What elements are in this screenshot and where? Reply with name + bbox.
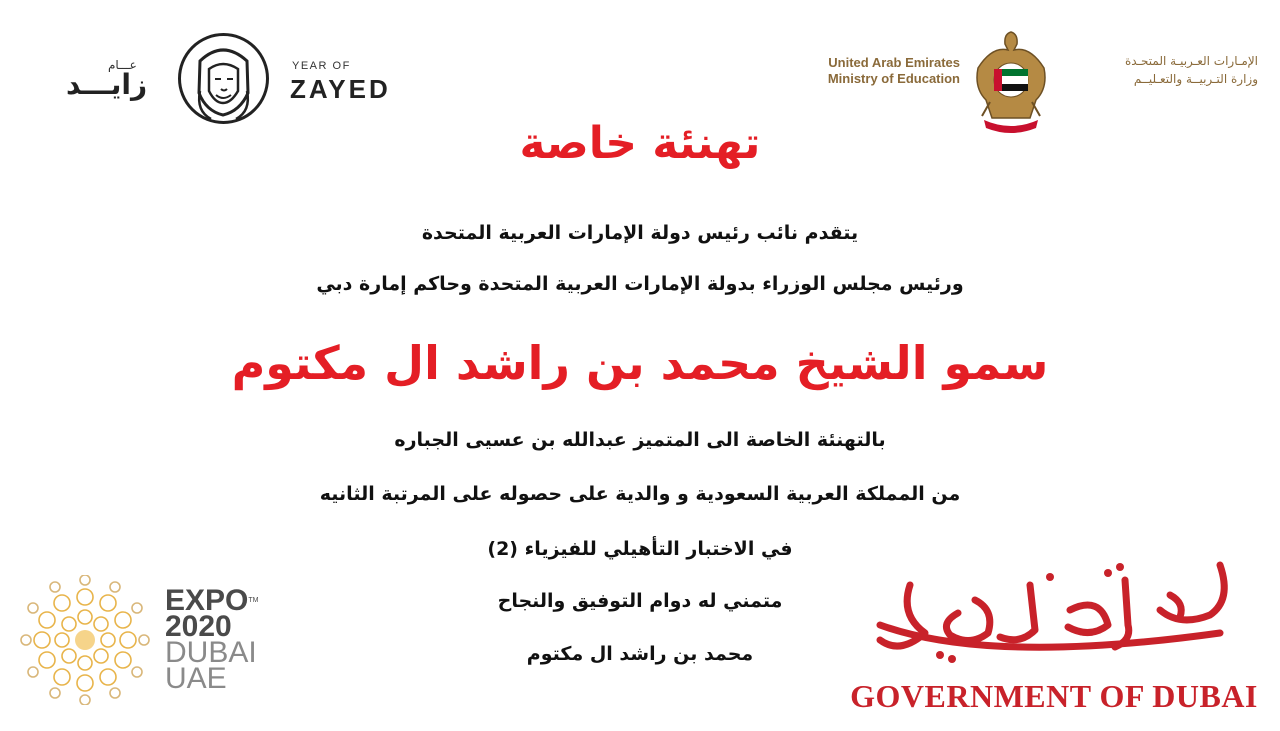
ministry-ar-line1: الإمـارات العـربيـة المتحـدة	[1124, 54, 1258, 68]
letter-line-1: يتقدم نائب رئيس دولة الإمارات العربية المتحدة	[421, 222, 859, 244]
expo-line-2: 2020	[165, 610, 232, 643]
year-of-zayed-arabic: زايـــد	[66, 68, 148, 101]
expo-2020-ring-logo	[20, 575, 150, 705]
letter-signature: محمد بن راشد ال مكتوم	[526, 643, 754, 665]
ministry-name-english	[790, 55, 960, 87]
ministry-ar-line2: وزارة التـربيــة والتعـليــم	[1133, 72, 1258, 86]
letter-line-4: من المملكة العربية السعودية و والدية على حصوله على المرتبة الثانيه	[319, 483, 961, 505]
letter-line-3: بالتهنئة الخاصة الى المتميز عبدالله بن عسيى الجباره	[394, 429, 886, 451]
expo-line-4: UAE	[165, 662, 227, 695]
year-of-zayed-english-small: YEAR OF	[292, 60, 351, 72]
letter-title: تهنئة خاصة	[519, 118, 761, 169]
government-of-dubai-arabic-calligraphy	[870, 555, 1240, 670]
sheikh-name-heading: سمو الشيخ محمد بن راشد ال مكتوم	[231, 336, 1049, 390]
expo-line-3: DUBAI	[165, 636, 257, 669]
ministry-en-line2: Ministry of Education	[827, 71, 960, 86]
year-of-zayed-arabic-small: عـــام	[108, 58, 137, 72]
ministry-name-arabic	[1078, 52, 1258, 88]
letter-line-5: في الاختبار التأهيلي للفيزياء (2)	[487, 538, 793, 560]
ministry-en-line1: United Arab Emirates	[828, 55, 960, 70]
government-of-dubai-english: GOVERNMENT OF DUBAI	[850, 678, 1258, 714]
expo-2020-wordmark	[165, 584, 259, 695]
expo-trademark: TM	[248, 597, 259, 604]
year-of-zayed-english: ZAYED	[290, 74, 391, 104]
letter-line-6: متمني له دوام التوفيق والنجاح	[497, 590, 783, 612]
letter-line-2: ورئيس مجلس الوزراء بدولة الإمارات العربية المتحدة وحاكم إمارة دبي	[316, 273, 964, 295]
sheikh-zayed-portrait-logo	[176, 31, 271, 126]
expo-line-1: EXPO™	[165, 584, 259, 617]
